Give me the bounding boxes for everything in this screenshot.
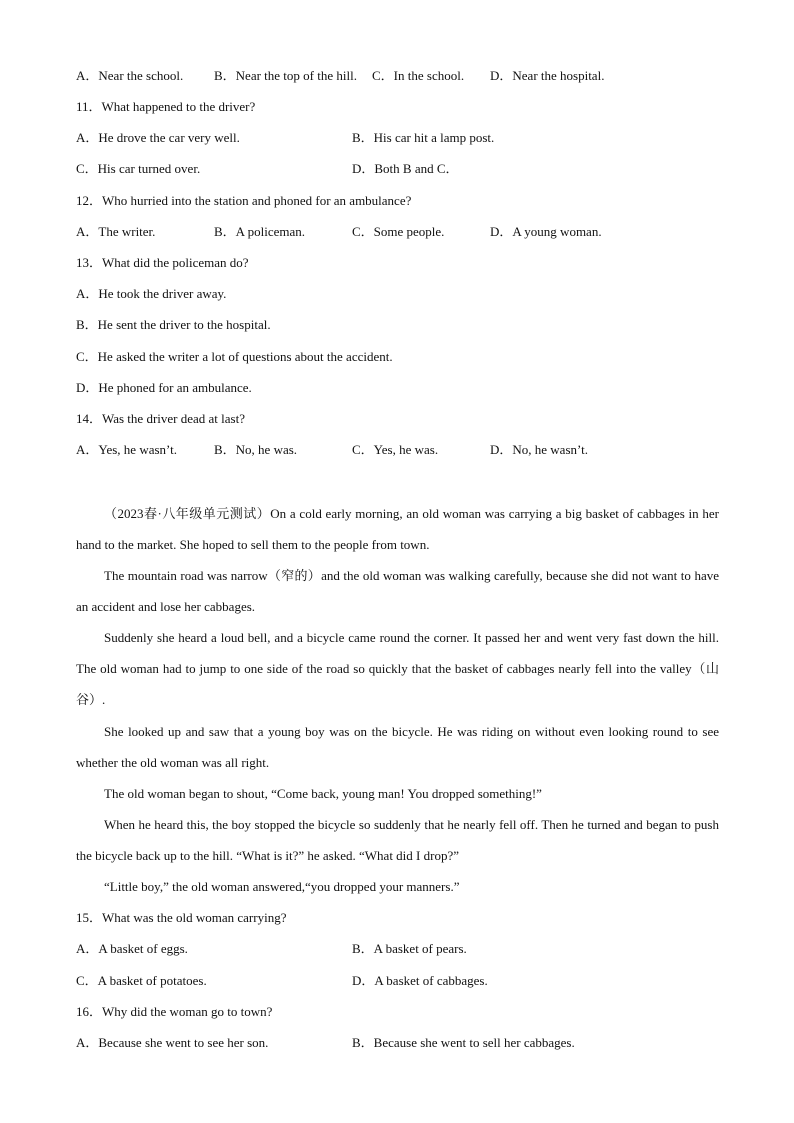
q11-option-b: B．His car hit a lamp post. — [352, 130, 495, 145]
q14-option-c: C．Yes, he was. — [352, 442, 439, 457]
q14-option-b: B．No, he was. — [214, 442, 298, 457]
q11-option-a: A．He drove the car very well. — [76, 130, 240, 145]
passage-paragraph-3: Suddenly she heard a loud bell, and a bicycle came round the corner. It passed her and went very fast down the hill. The old woman had to jump to one side of the road so quickly that the basket of cabbages nearly fell into the valley（山谷）. — [76, 630, 719, 708]
q11-stem: 11．What happened to the driver? — [76, 99, 256, 114]
q16-stem: 16．Why did the woman go to town? — [76, 1004, 273, 1019]
q13-option-b: B．He sent the driver to the hospital. — [76, 317, 271, 332]
q15-option-a: A．A basket of eggs. — [76, 941, 188, 956]
passage-paragraph-6: When he heard this, the boy stopped the bicycle so suddenly that he nearly fell off. Then he turned and began to push the bicycle back up to the hill. “What is it?” he asked. “What did I drop?” — [76, 817, 719, 864]
q10-option-a: A．Near the school. — [76, 68, 184, 83]
q15-option-b: B．A basket of pears. — [352, 941, 467, 956]
q15-option-c: C．A basket of potatoes. — [76, 973, 207, 988]
q16-option-a: A．Because she went to see her son. — [76, 1035, 269, 1050]
passage-paragraph-5: The old woman began to shout, “Come back, young man! You dropped something!” — [104, 786, 542, 801]
passage-paragraph-7: “Little boy,” the old woman answered,“you dropped your manners.” — [104, 879, 460, 894]
passage-paragraph-4: She looked up and saw that a young boy was on the bicycle. He was riding on without even looking round to see whether the old woman was all right. — [76, 724, 719, 771]
q10-option-d: D．Near the hospital. — [490, 68, 605, 83]
q12-option-c: C．Some people. — [352, 224, 445, 239]
q15-stem: 15．What was the old woman carrying? — [76, 910, 287, 925]
q12-option-d: D．A young woman. — [490, 224, 602, 239]
q12-option-a: A．The writer. — [76, 224, 156, 239]
q12-option-b: B．A policeman. — [214, 224, 305, 239]
passage-paragraph-2: The mountain road was narrow（窄的）and the old woman was walking carefully, because she did not want to have an accident and lose her cabbages. — [76, 568, 719, 615]
q15-option-d: D．A basket of cabbages. — [352, 973, 488, 988]
q13-stem: 13．What did the policeman do? — [76, 255, 249, 270]
q14-option-d: D．No, he wasn’t. — [490, 442, 588, 457]
q13-option-c: C．He asked the writer a lot of questions about the accident. — [76, 349, 393, 364]
q10-option-b: B．Near the top of the hill. — [214, 68, 357, 83]
q14-stem: 14．Was the driver dead at last? — [76, 411, 245, 426]
q16-option-b: B．Because she went to sell her cabbages. — [352, 1035, 575, 1050]
q11-option-c: C．His car turned over. — [76, 161, 201, 176]
q13-option-a: A．He took the driver away. — [76, 286, 227, 301]
q12-stem: 12．Who hurried into the station and phoned for an ambulance? — [76, 193, 412, 208]
q14-option-a: A．Yes, he wasn’t. — [76, 442, 177, 457]
q13-option-d: D．He phoned for an ambulance. — [76, 380, 252, 395]
q10-option-c: C．In the school. — [372, 68, 465, 83]
q11-option-d: D．Both B and C． — [352, 161, 459, 176]
passage-paragraph-1: （2023春·八年级单元测试）On a cold early morning, an old woman was carrying a big basket of cabbages in her hand to the market. She hoped to sell them to the people from town. — [76, 506, 719, 553]
